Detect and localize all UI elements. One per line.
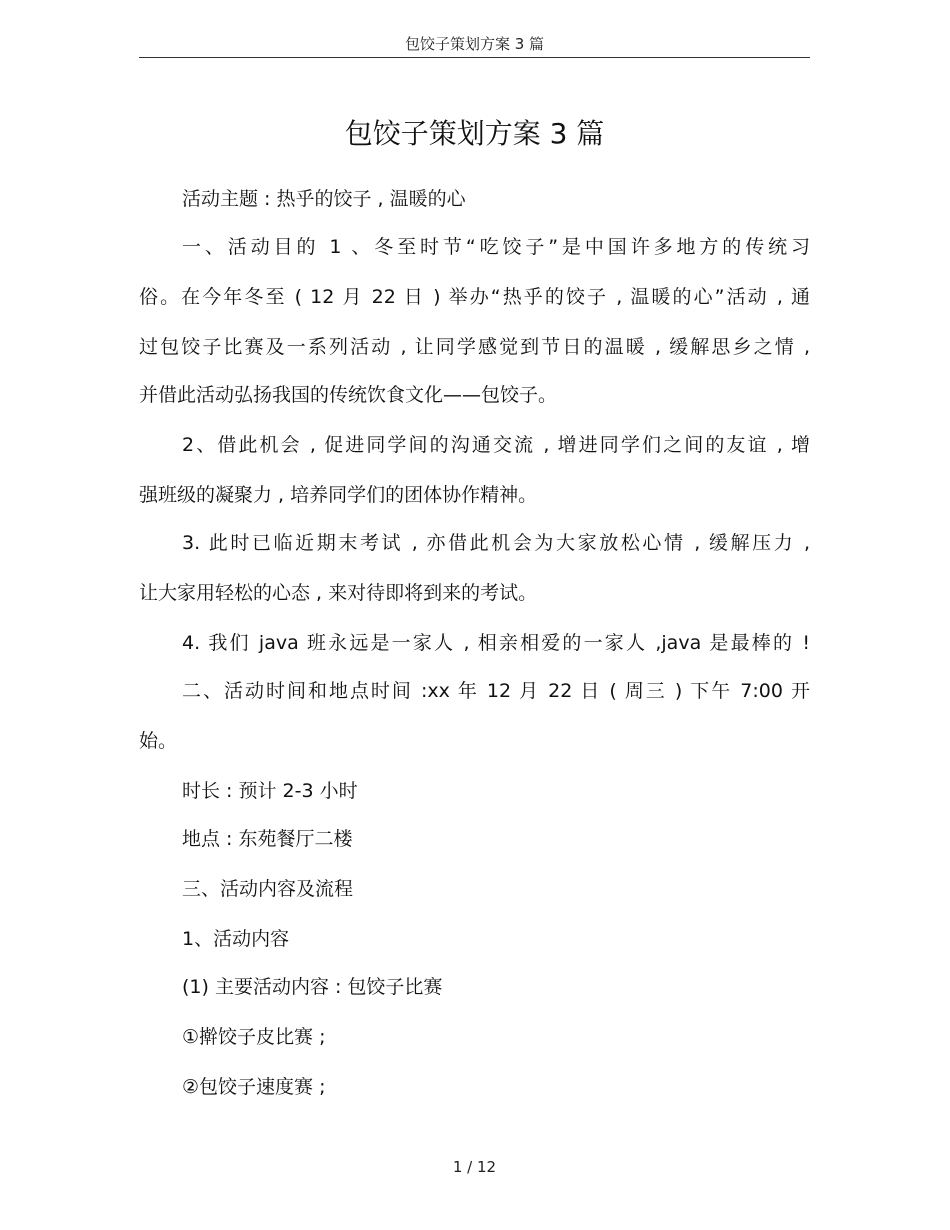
document-title: 包饺子策划方案 3 篇 <box>344 117 605 150</box>
body-line: 二、活动时间和地点时间 :xx 年 12 月 22 日 ( 周三 ) 下午 7:00 开 <box>182 680 810 702</box>
body-line: 并借此活动弘扬我国的传统饮食文化——包饺子。 <box>139 384 558 406</box>
body-line: 让大家用轻松的心态 , 来对待即将到来的考试。 <box>139 582 538 604</box>
body-line: 3. 此时已临近期末考试 , 亦借此机会为大家放松心情 , 缓解压力 , <box>182 532 810 554</box>
list-item: ②包饺子速度赛 ; <box>182 1076 326 1098</box>
body-line: 一、活动目的 1 、冬至时节“吃饺子”是中国许多地方的传统习 <box>182 236 810 258</box>
header-divider <box>139 57 810 58</box>
theme-line: 活动主题 : 热乎的饺子 , 温暖的心 <box>182 188 466 210</box>
list-item: ①擀饺子皮比赛 ; <box>182 1026 326 1048</box>
subsection-heading: 1、活动内容 <box>182 928 290 950</box>
duration-line: 时长 : 预计 2-3 小时 <box>182 780 358 802</box>
body-line: 俗。在今年冬至 ( 12 月 22 日 ) 举办“热乎的饺子 , 温暖的心”活动 , 通 <box>139 286 810 308</box>
running-header: 包饺子策划方案 3 篇 <box>404 35 545 53</box>
body-line: 强班级的凝聚力 , 培养同学们的团体协作精神。 <box>139 484 538 506</box>
page-number: 1 / 12 <box>452 1158 497 1176</box>
location-line: 地点 : 东苑餐厅二楼 <box>182 828 353 850</box>
list-item: (1) 主要活动内容 : 包饺子比赛 <box>182 976 443 998</box>
body-line: 2、借此机会 , 促进同学间的沟通交流 , 增进同学们之间的友谊 , 增 <box>182 434 810 456</box>
body-line: 始。 <box>139 730 178 752</box>
body-line: 4. 我们 java 班永远是一家人 , 相亲相爱的一家人 ,java 是最棒的 ! <box>182 632 810 654</box>
body-line: 过包饺子比赛及一系列活动 , 让同学感觉到节日的温暖 , 缓解思乡之情 , <box>139 336 810 358</box>
section-heading: 三、活动内容及流程 <box>182 878 354 900</box>
